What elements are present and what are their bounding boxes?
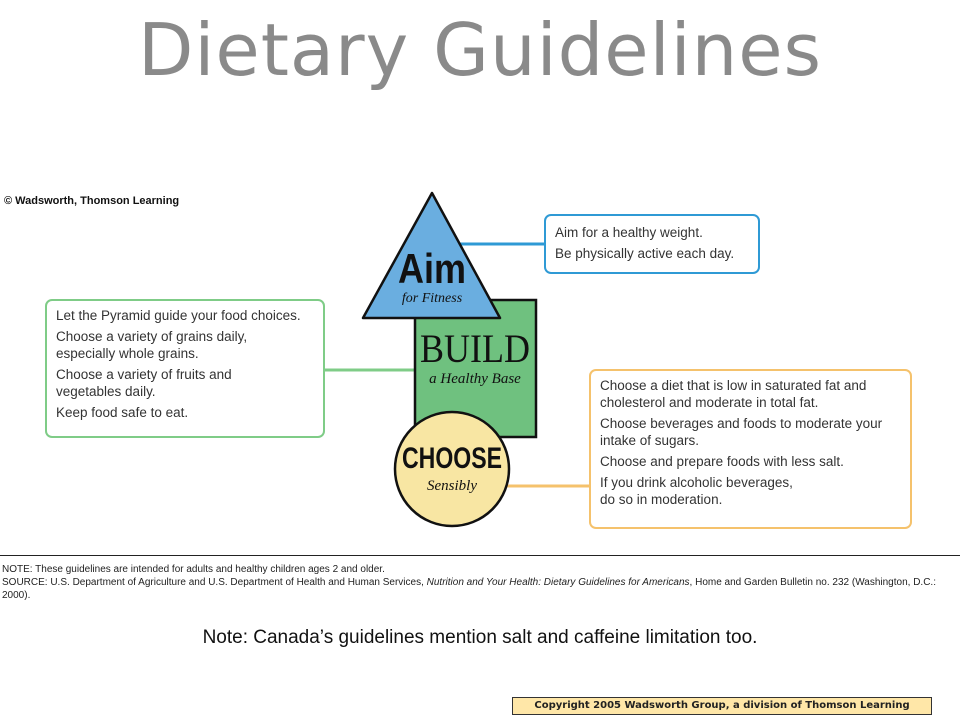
guideline-item: Choose a variety of grains daily, especially whole grains. [56, 329, 248, 361]
guideline-item: Keep food safe to eat. [56, 405, 189, 420]
aim-guidelines-box [544, 214, 760, 274]
source-title: Nutrition and Your Health: Dietary Guidelines for Americans [426, 577, 690, 588]
build-big-label: BUILD [420, 326, 530, 371]
guideline-item: Choose and prepare foods with less salt. [600, 454, 844, 469]
build-guidelines-box [45, 299, 325, 438]
source-suffix: , Home and Garden Bulletin no. 232 (Washington, D.C.: 2000). [2, 577, 936, 601]
copyright-banner: Copyright 2005 Wadsworth Group, a division of Thomson Learning [512, 697, 932, 715]
choose-guidelines-box [589, 369, 912, 529]
aim-small-label: for Fitness [401, 291, 463, 306]
guideline-item: Let the Pyramid guide your food choices. [56, 308, 301, 323]
figure-notes [2, 563, 957, 602]
source-line [2, 576, 957, 602]
guideline-item: Choose beverages and foods to moderate your intake of sugars. [600, 416, 883, 448]
guideline-item: Choose a variety of fruits and vegetables daily. [56, 367, 232, 399]
source-prefix: SOURCE: U.S. Department of Agriculture and U.S. Department of Health and Human Services, [2, 577, 427, 588]
publisher-credit: © Wadsworth, Thomson Learning [4, 195, 180, 207]
guideline-item: Be physically active each day. [555, 246, 735, 261]
choose-big-label: CHOOSE [402, 442, 502, 475]
build-small-label: a Healthy Base [429, 371, 521, 387]
choose-small-label: Sensibly [427, 478, 477, 494]
aim-big-label: Aim [398, 245, 466, 292]
guideline-item: Aim for a healthy weight. [555, 225, 703, 240]
slide-title: Dietary Guidelines [137, 8, 823, 92]
guideline-item: If you drink alcoholic beverages, do so in moderation. [600, 475, 793, 507]
note-line: NOTE: These guidelines are intended for adults and healthy children ages 2 and older. [2, 564, 385, 575]
guideline-item: Choose a diet that is low in saturated fat and cholesterol and moderate in total fat. [600, 378, 867, 410]
notes-divider [0, 555, 960, 556]
canada-note: Note: Canada’s guidelines mention salt and caffeine limitation too. [202, 627, 758, 648]
